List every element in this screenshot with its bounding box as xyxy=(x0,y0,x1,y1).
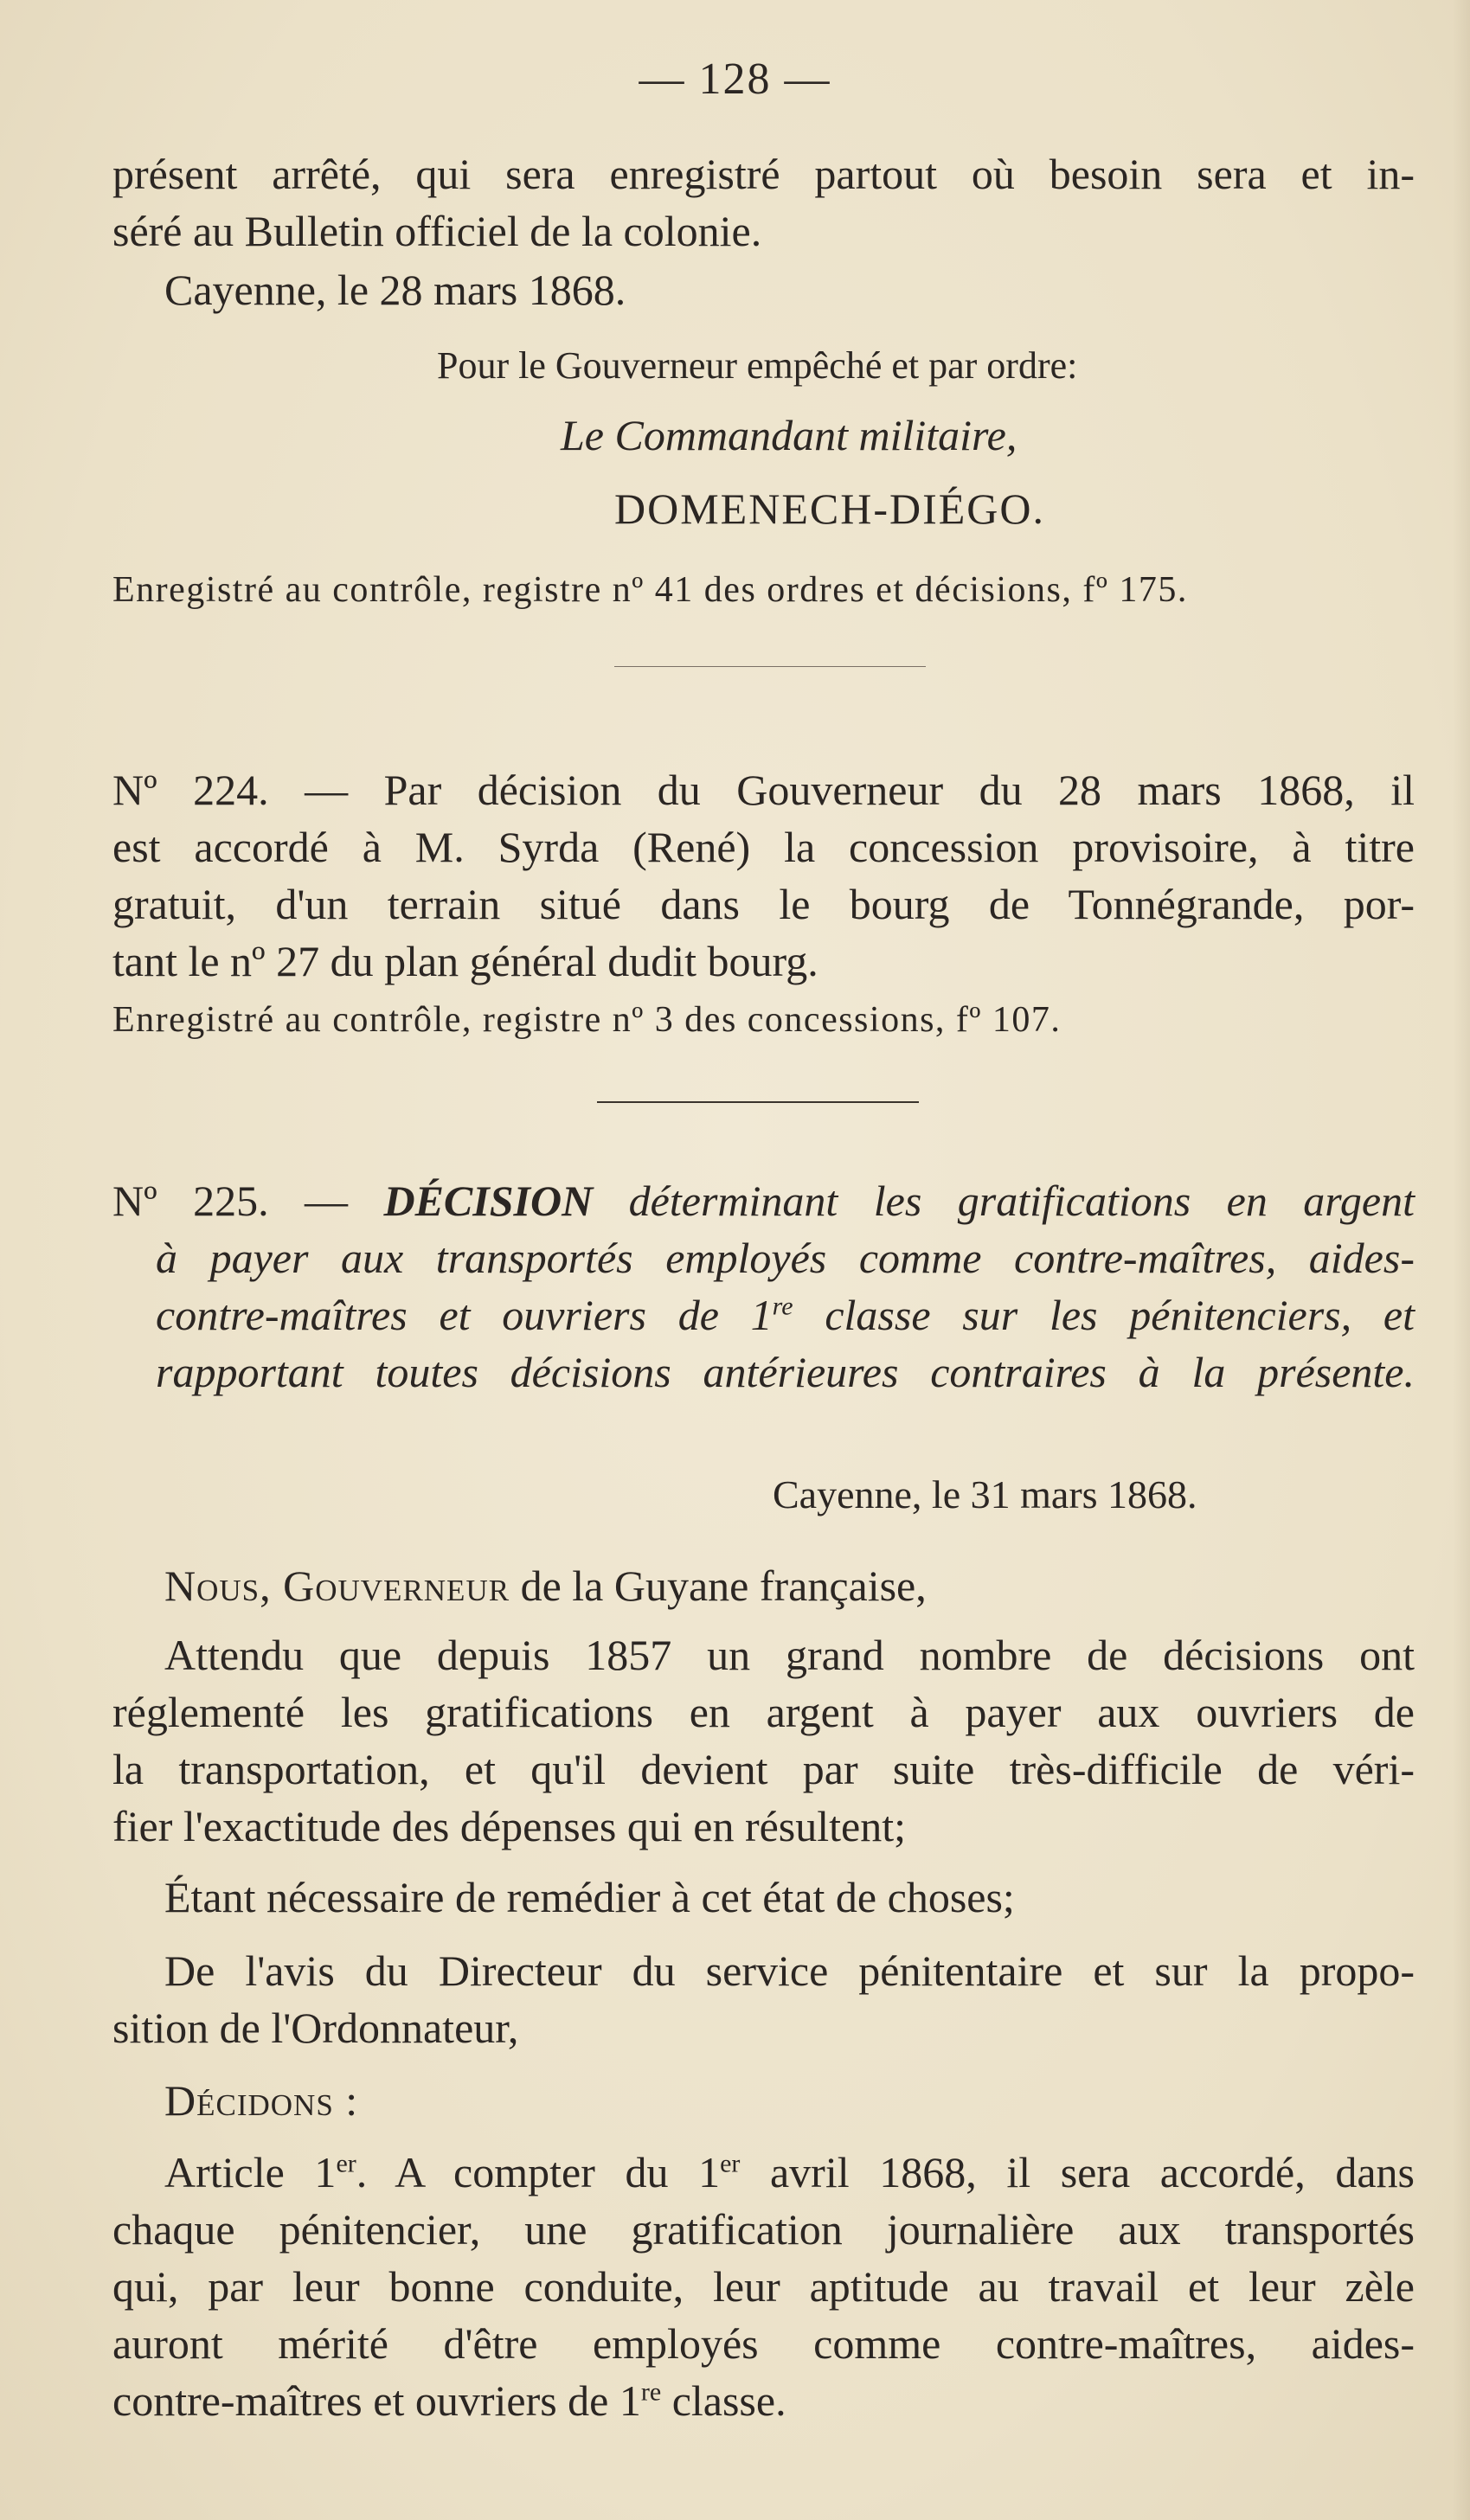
article-1-line-1c: avril 1868, il sera accordé, dans xyxy=(740,2148,1415,2196)
article-1-label: Article 1 xyxy=(164,2148,337,2196)
attendu-paragraph xyxy=(112,1626,1415,1855)
article-1-sup-2: er xyxy=(720,2149,741,2178)
decidons-heading: Décidons : xyxy=(164,2076,359,2125)
etant-line: Étant nécessaire de remédier à cet état de choses; xyxy=(164,1873,1015,1921)
article-1-line-2: chaque pénitencier, une gratification journalière aux transportés xyxy=(112,2205,1415,2254)
decision-225-line-3a: contre-maîtres et ouvriers de 1 xyxy=(156,1291,773,1339)
article-1-line-5b: classe. xyxy=(661,2376,786,2425)
article-1-sup: er xyxy=(336,2149,356,2178)
page-number: — 128 — xyxy=(639,55,831,104)
article-1-line-5a: contre-maîtres et ouvriers de 1 xyxy=(112,2376,641,2425)
nous-rest: de la Guyane française, xyxy=(510,1561,927,1610)
decision-225-line-4: rapportant toutes décisions antérieures contraires à la présente. xyxy=(156,1348,1415,1396)
attendu-line-1: Attendu que depuis 1857 un grand nombre de décisions ont xyxy=(164,1631,1415,1679)
avis-line-1: De l'avis du Directeur du service pénitentaire et sur la propo- xyxy=(164,1946,1415,1995)
signature-name: DOMENECH-DIÉGO. xyxy=(614,484,1045,533)
decision-224-paragraph xyxy=(112,761,1415,990)
decision-225-line-3-sup: re xyxy=(772,1292,793,1321)
attendu-line-4: fier l'exactitude des dépenses qui en résultent; xyxy=(112,1802,907,1850)
decision-225-line-3b: classe sur les pénitenciers, et xyxy=(793,1291,1415,1339)
decision-224-line-1: Nº 224. — Par décision du Gouverneur du 28 mars 1868, il xyxy=(112,766,1415,814)
avis-line-2: sition de l'Ordonnateur, xyxy=(112,2004,519,2052)
decision-225-heading xyxy=(112,1172,1415,1401)
avis-paragraph xyxy=(112,1942,1415,2056)
decision-224-registration: Enregistré au contrôle, registre nº 3 des concessions, fº 107. xyxy=(112,1000,1062,1040)
intro-line-1: présent arrêté, qui sera enregistré partout où besoin sera et in- xyxy=(112,150,1415,198)
decision-225-place-date: Cayenne, le 31 mars 1868. xyxy=(773,1472,1197,1516)
article-1-line-5-sup: re xyxy=(640,2377,662,2407)
article-1-line-1b: . A compter du 1 xyxy=(356,2148,721,2196)
signature-title: Le Commandant militaire, xyxy=(561,411,1017,459)
nous-gouverneur: Nous, Gouverneur xyxy=(164,1561,510,1610)
signature-intro: Pour le Gouverneur empêché et par ordre: xyxy=(437,344,1078,387)
nous-line xyxy=(164,1557,927,1614)
article-1-paragraph xyxy=(112,2144,1415,2429)
article-1-line-4: auront mérité d'être employés comme contre-maîtres, aides- xyxy=(112,2319,1415,2368)
article-1-line-3: qui, par leur bonne conduite, leur aptitude au travail et leur zèle xyxy=(112,2262,1415,2311)
attendu-line-2: réglementé les gratifications en argent à payer aux ouvriers de xyxy=(112,1688,1415,1736)
decision-225-number: Nº 225. — xyxy=(112,1177,384,1225)
intro-registration: Enregistré au contrôle, registre nº 41 des ordres et décisions, fº 175. xyxy=(112,570,1188,610)
intro-line-2: séré au Bulletin officiel de la colonie. xyxy=(112,207,762,255)
decision-224-line-4: tant le nº 27 du plan général dudit bourg. xyxy=(112,937,818,985)
page-edge-shadow xyxy=(1453,0,1470,2520)
intro-place-date: Cayenne, le 28 mars 1868. xyxy=(164,266,626,314)
decision-225-keyword: DÉCISION xyxy=(383,1177,594,1225)
separator-rule-2 xyxy=(597,1101,919,1103)
decision-225-line-1-rest: déterminant les gratifications en argent xyxy=(593,1177,1415,1225)
decision-224-line-3: gratuit, d'un terrain situé dans le bourg de Tonnégrande, por- xyxy=(112,880,1415,928)
separator-rule-1 xyxy=(614,666,926,667)
attendu-line-3: la transportation, et qu'il devient par suite très-difficile de véri- xyxy=(112,1745,1415,1793)
decision-225-line-2: à payer aux transportés employés comme contre-maîtres, aides- xyxy=(156,1234,1415,1282)
decision-224-line-2: est accordé à M. Syrda (René) la concession provisoire, à titre xyxy=(112,823,1415,871)
intro-paragraph xyxy=(112,145,1415,260)
